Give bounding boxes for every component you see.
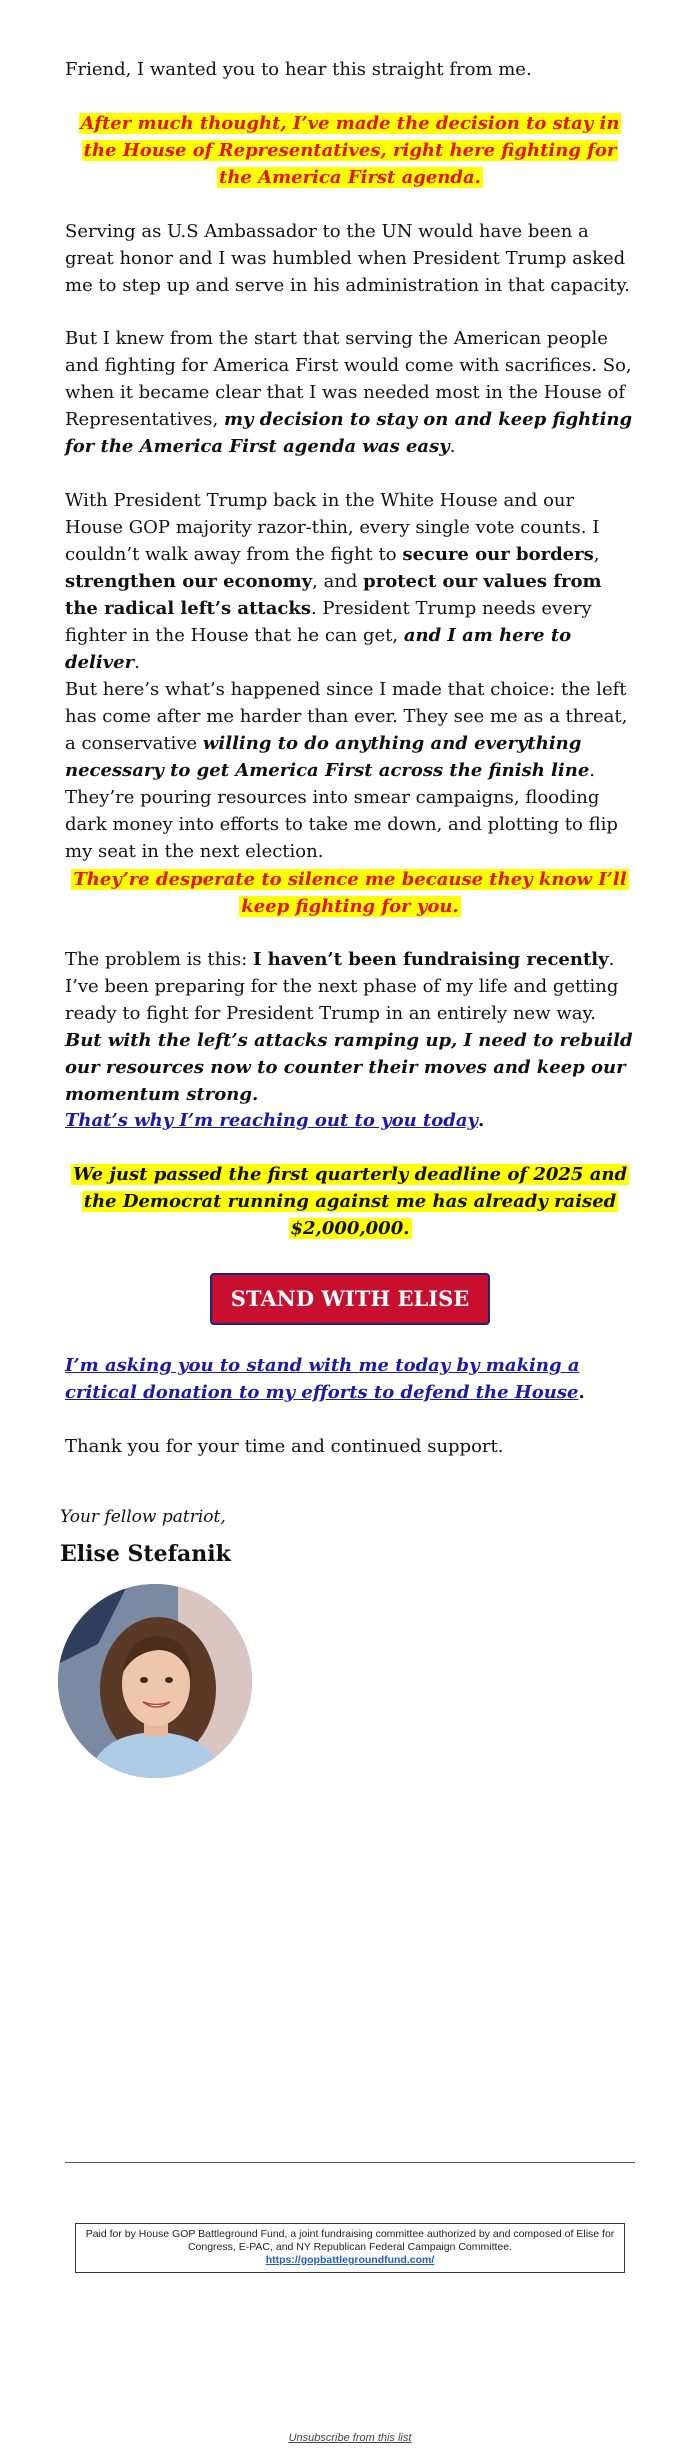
p5-emphasis: But with the left’s attacks ramping up, I need to rebuild our resources now to counter their moves and keep our momentum strong.	[65, 1030, 633, 1105]
p5-bold-fundraising: I haven’t been fundraising recently	[252, 949, 609, 970]
p3-bold-borders: secure our borders	[402, 544, 594, 565]
p3-emphasis-deliver: and I am here to deliver	[65, 625, 572, 673]
paragraph-sacrifices-text: But I knew from the start that serving the American people and fighting for America First would come with sacrifices. So, when it became clear that I was needed most in the House of Representatives,	[65, 328, 632, 430]
paragraph-thanks: Thank you for your time and continued support.	[65, 1436, 504, 1457]
stand-with-elise-button[interactable]: STAND WITH ELISE	[210, 1273, 490, 1325]
paragraph-reaching-out	[65, 1107, 635, 1134]
paragraph-sacrifices	[65, 325, 635, 460]
reaching-out-end: .	[477, 1110, 485, 1131]
candidate-photo	[58, 1584, 252, 1778]
unsubscribe-link[interactable]: Unsubscribe from this list	[288, 2432, 412, 2444]
highlight-silence	[65, 866, 635, 920]
paragraph-problem	[65, 946, 635, 1108]
paid-for-disclaimer	[75, 2223, 625, 2273]
donation-link[interactable]: I’m asking you to stand with me today by making a critical donation to my efforts to defend the House	[65, 1355, 580, 1403]
donation-end: .	[578, 1382, 585, 1403]
footer-divider	[65, 2162, 635, 2163]
portrait-illustration	[58, 1584, 252, 1778]
battleground-fund-link[interactable]: https://gopbattlegroundfund.com/	[265, 2254, 435, 2266]
paragraph-majority	[65, 487, 635, 676]
highlight-deadline	[65, 1161, 635, 1242]
paragraph-donation	[65, 1352, 635, 1406]
headline-text: After much thought, I’ve made the decision to stay in the House of Representatives, right here fighting for the America First agenda.	[80, 113, 620, 188]
highlight-silence-text: They’re desperate to silence me because they know I’ll keep fighting for you.	[73, 869, 627, 917]
p3-bold-economy: strengthen our economy	[65, 571, 313, 592]
cta-container	[0, 1273, 700, 1325]
p5-text-a: The problem is this:	[65, 949, 253, 970]
p3-text-d: , and	[312, 571, 364, 592]
reaching-out-link[interactable]: That’s why I’m reaching out to you today	[65, 1110, 478, 1131]
p3-text-a: With President Trump back in the White House and our House GOP majority razor-thin, every single vote counts. I couldn’t walk away from the fight to	[65, 490, 600, 565]
p3-text-e: . President Trump needs every fighter in the House that he can get,	[65, 598, 592, 646]
p4-text-b: . They’re pouring resources into smear campaigns, flooding dark money into efforts to take me down, and plotting to flip my seat in the next election.	[65, 760, 618, 862]
p4-emphasis: willing to do anything and everything necessary to get America First across the finish line	[65, 733, 590, 781]
paragraph-sacrifices-end: .	[449, 436, 456, 457]
disclaimer-text: Paid for by House GOP Battleground Fund, a joint fundraising committee authorized by and composed of Elise for Congress, E-PAC, and NY Republican Federal Campaign Committee.	[85, 2228, 615, 2253]
paragraph-sacrifices-emphasis: my decision to stay on and keep fighting for the America First agenda was easy	[65, 409, 633, 457]
paragraph-ambassador: Serving as U.S Ambassador to the UN would have been a great honor and I was humbled when President Trump asked me to step up and serve in his administration in that capacity.	[65, 221, 631, 296]
signature: Elise Stefanik	[60, 1541, 231, 1567]
p5-text-c: . I’ve been preparing for the next phase of my life and getting ready to fight for President Trump in an entirely new way.	[65, 949, 619, 1024]
highlight-deadline-text: We just passed the first quarterly deadline of 2025 and the Democrat running against me has already raised $2,000,000.	[72, 1164, 628, 1239]
p3-bold-values: protect our values from the radical left’s attacks	[65, 571, 602, 619]
p3-text-f: .	[134, 652, 140, 673]
signoff: Your fellow patriot,	[60, 1507, 226, 1527]
greeting: Friend, I wanted you to hear this straight from me.	[65, 59, 532, 80]
p4-text-a: But here’s what’s happened since I made that choice: the left has come after me harder than ever. They see me as a threat, a conservative	[65, 679, 628, 754]
headline-highlight	[65, 110, 635, 191]
paragraph-left-attacks	[65, 676, 635, 865]
p3-text-c: ,	[593, 544, 600, 565]
